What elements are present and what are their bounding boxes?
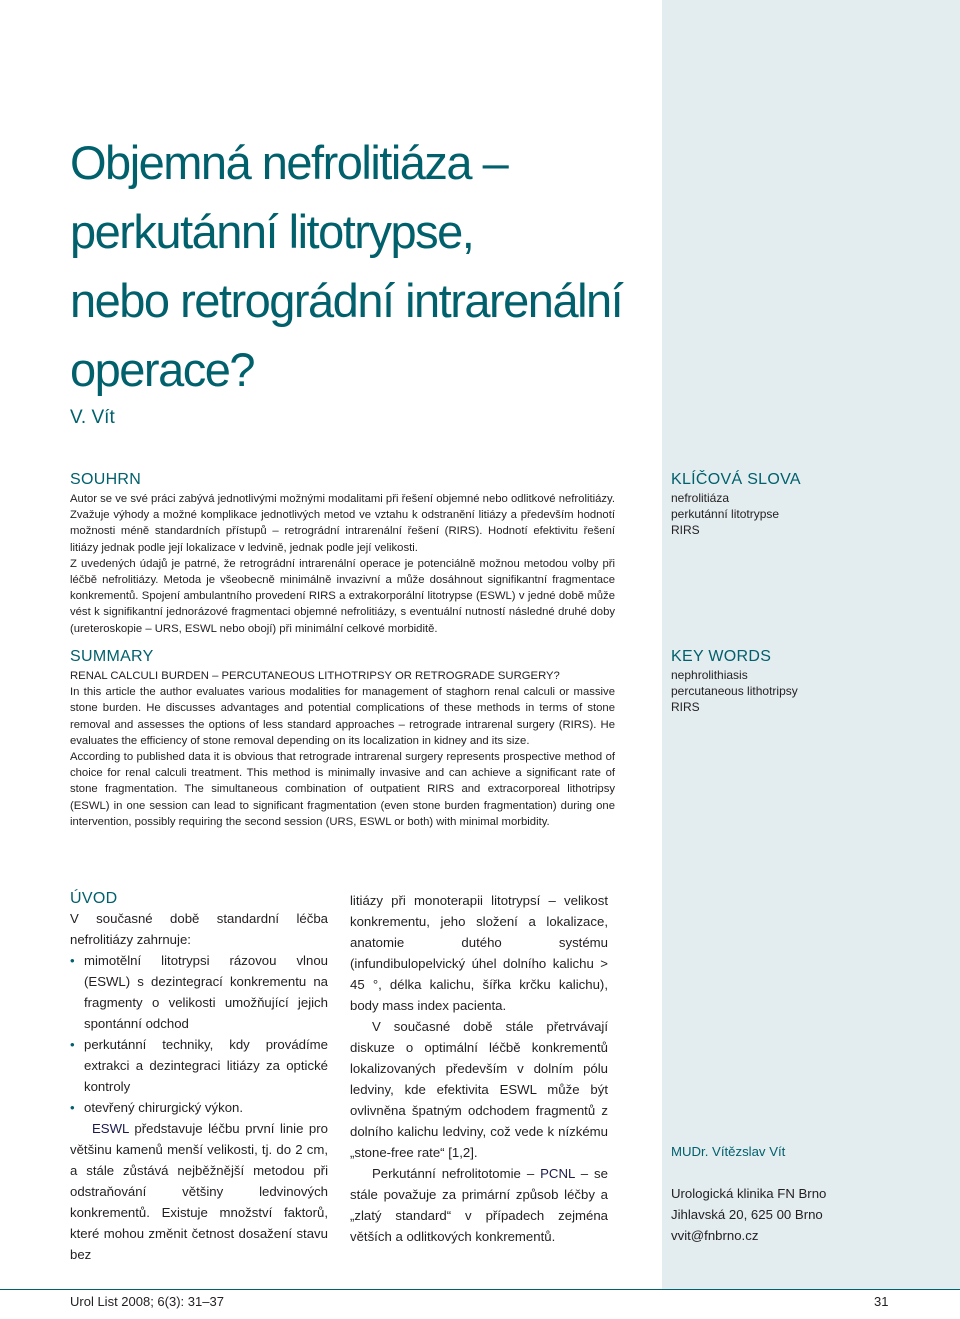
summary-heading: SUMMARY bbox=[70, 648, 154, 665]
contact-institution: Urologická klinika FN Brno bbox=[671, 1186, 827, 1201]
pcnl-text: – se stále považuje za primární způsob léčby a „zlatý standard“ v případech zejména větších a odlitkových konkrementů. bbox=[350, 1166, 608, 1244]
eswl-term: ESWL bbox=[92, 1121, 129, 1136]
souhrn-heading: SOUHRN bbox=[70, 471, 142, 488]
pcnl-term: PCNL bbox=[540, 1166, 575, 1181]
title-line: perkutánní litotrypse, bbox=[70, 205, 474, 258]
souhrn-paragraph: Z uvedených údajů je patrné, že retrográdní intrarenální operace je potenciálně možnou metodou volby při léčbě nefrolitiázy. Metoda je všeobecně minimálně invazivní a může dosáhnout signifikantní fragmentace konkrementů. Spojení ambulantního provedení RIRS a extrakorporální litotrypse (ESWL) v jedné době může vést k signifikantní jednorázové fragmentaci objemné nefrolitiázy, s eventuální nutností následné druhé doby (ureteroskopie – URS, ESWL nebo obojí) při minimální celkové morbiditě. bbox=[70, 557, 615, 635]
contact-email[interactable]: vvit@fnbrno.cz bbox=[671, 1228, 759, 1243]
summary-section bbox=[70, 648, 615, 830]
souhrn-section bbox=[70, 471, 615, 637]
body-paragraph: V současné době stále přetrvávají diskuze o optimální léčbě konkrementů lokalizovaných především v dolním pólu ledviny, kde efektivita ESWL může být ovlivněna špatným odchodem fragmentů z dolního kalichu ledviny, což vede k nízkému „stone-free rate“ [1,2]. bbox=[350, 1019, 608, 1160]
body-paragraph: litiázy při monoterapii litotrypsí – velikost konkrementu, jeho složení a lokalizace, anatomie dutého systému (infundibulopelvický úhel dolního kalichu > 45 °, délka kalichu, šířka krčku kalichu), body mass index pacienta. bbox=[350, 893, 608, 1013]
klicova-slova bbox=[671, 471, 941, 538]
uvod-heading: ÚVOD bbox=[70, 890, 118, 907]
eswl-paragraph bbox=[70, 1118, 328, 1265]
summary-paragraph: According to published data it is obvious that retrograde intrarenal surgery represents prospective method of choice for renal calculi treatment. This method is minimally invasive and can achieve a significant rate of stone fragmentation. The simultaneous combination of outpatient RIRS and extracorporeal lithotripsy (ESWL) in one session can lead to significant fragmentation (even stone burden fragmentation) during one intervention, possibly requiring the second session (URS, ESWL or both) with minimal morbidity. bbox=[70, 751, 615, 828]
contact-address: Jihlavská 20, 625 00 Brno bbox=[671, 1207, 823, 1222]
keyword-item: RIRS bbox=[671, 700, 700, 714]
page-number: 31 bbox=[874, 1294, 889, 1309]
pcnl-paragraph bbox=[350, 1163, 608, 1247]
souhrn-paragraph: Autor se ve své práci zabývá jednotlivými možnými modalitami při řešení objemné nebo odlitkové nefrolitiázy. Zvažuje výhody a možné komplikace jednotlivých metod ve vztahu k odstranění litiázy a především hodnotí možnosti méně standardních přístupů – retrográdní intrarenální řešení (RIRS). Hodnotí efektivitu řešení litiázy jednak podle její lokalizace v ledvině, jednak podle její velikosti. bbox=[70, 493, 615, 554]
body-column-1 bbox=[70, 890, 328, 1265]
summary-subtitle: RENAL CALCULI BURDEN – PERCUTANEOUS LITHOTRIPSY OR RETROGRADE SURGERY? bbox=[70, 670, 560, 682]
author: V. Vít bbox=[70, 407, 115, 428]
article-title bbox=[70, 128, 660, 404]
uvod-intro: V současné době standardní léčba nefrolitiázy zahrnuje: bbox=[70, 911, 328, 947]
bullet-icon: • bbox=[70, 1100, 75, 1115]
list-item bbox=[70, 950, 328, 1034]
footer-divider bbox=[0, 1289, 960, 1290]
bullet-icon: • bbox=[70, 1037, 75, 1052]
uvod-bullet-list bbox=[70, 950, 328, 1118]
keyword-item: RIRS bbox=[671, 523, 700, 537]
author-contact bbox=[671, 1141, 941, 1246]
key-words-heading: KEY WORDS bbox=[671, 648, 772, 665]
klicova-slova-heading: KLÍČOVÁ SLOVA bbox=[671, 471, 801, 488]
keyword-item: nephrolithiasis bbox=[671, 668, 748, 682]
eswl-text: představuje léčbu první linie pro většinu kamenů menší velikosti, tj. do 2 cm, a stále zůstává nejběžnější metodou při odstraňování většiny ledvinových konkrementů. Existuje množství faktorů, které mohou změnit četnost dosažení stavu bez bbox=[70, 1121, 328, 1262]
title-line: Objemná nefrolitiáza – bbox=[70, 136, 508, 189]
keyword-item: nefrolitiáza bbox=[671, 491, 730, 505]
key-words bbox=[671, 648, 941, 715]
list-item bbox=[70, 1097, 328, 1118]
sidebar-background bbox=[662, 0, 960, 1289]
contact-name: MUDr. Vítězslav Vít bbox=[671, 1144, 786, 1159]
footer-citation: Urol List 2008; 6(3): 31–37 bbox=[70, 1294, 224, 1309]
pcnl-pre: Perkutánní nefrolitotomie – bbox=[372, 1166, 541, 1181]
bullet-icon: • bbox=[70, 953, 75, 968]
title-line: operace? bbox=[70, 343, 254, 396]
list-item bbox=[70, 1034, 328, 1097]
list-item-text: perkutánní techniky, kdy provádíme extrakci a dezintegraci litiázy za optické kontroly bbox=[84, 1037, 328, 1094]
summary-paragraph: In this article the author evaluates various modalities for management of staghorn renal calculi or massive stone burden. He discusses advantages and potential complications of these methods in terms of stone removal and assesses the options of less standard approaches – retrograde intrarenal surgery (RIRS). He evaluates the efficiency of stone removal depending on its localization in kidney and its size. bbox=[70, 686, 615, 747]
body-column-2 bbox=[350, 890, 608, 1247]
keyword-item: perkutánní litotrypse bbox=[671, 507, 780, 521]
title-line: nebo retrográdní intrarenální bbox=[70, 274, 623, 327]
list-item-text: mimotělní litotrypsi rázovou vlnou (ESWL) s dezintegrací konkrementu na fragmenty o velikosti umožňující jejich spontánní odchod bbox=[84, 953, 328, 1031]
keyword-item: percutaneous lithotripsy bbox=[671, 684, 798, 698]
list-item-text: otevřený chirurgický výkon. bbox=[84, 1100, 244, 1115]
